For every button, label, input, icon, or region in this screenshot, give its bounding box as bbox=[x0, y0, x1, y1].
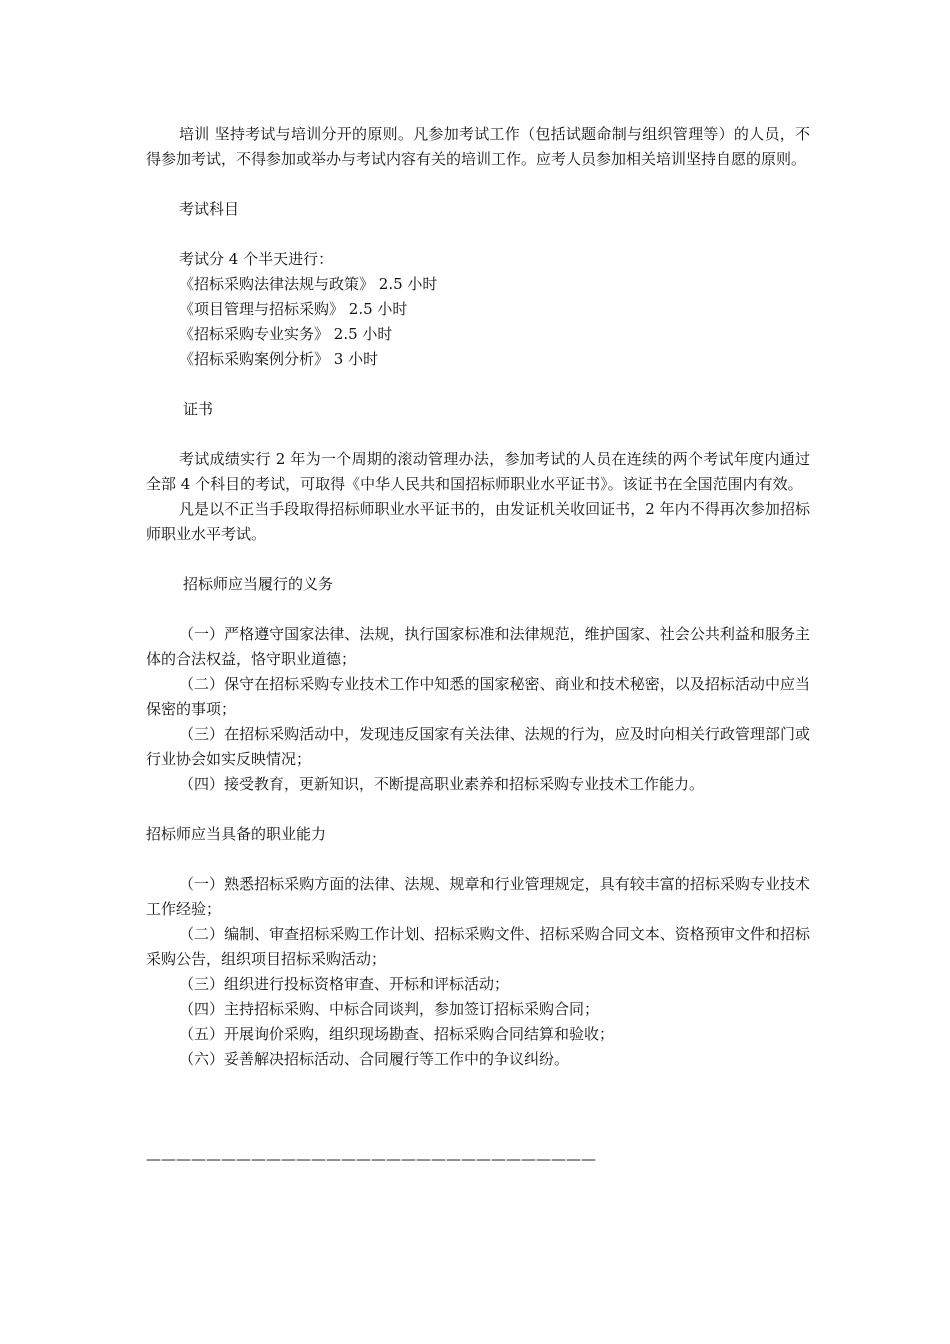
certificate-paragraph: 凡是以不正当手段取得招标师职业水平证书的，由发证机关收回证书，2 年内不得再次参加招标师职业水平考试。 bbox=[146, 500, 810, 543]
abilities-heading: 招标师应当具备的职业能力 bbox=[146, 825, 327, 843]
spacer bbox=[146, 797, 810, 822]
subjects-intro: 考试分 4 个半天进行： bbox=[179, 250, 334, 268]
ability-item: （四）主持招标采购、中标合同谈判，参加签订招标采购合同； bbox=[179, 1000, 600, 1018]
duty-item: （四）接受教育，更新知识，不断提高职业素养和招标采购专业技术工作能力。 bbox=[179, 775, 705, 793]
subject-item: 《招标采购法律法规与政策》 2.5 小时 bbox=[179, 275, 438, 293]
spacer bbox=[146, 847, 810, 872]
ability-item: （六）妥善解决招标活动、合同履行等工作中的争议纠纷。 bbox=[179, 1050, 570, 1068]
duty-item: （二）保守在招标采购专业技术工作中知悉的国家秘密、商业和技术秘密，以及招标活动中应当保密的事项； bbox=[146, 675, 810, 718]
duty-item: （三）在招标采购活动中，发现违反国家有关法律、法规的行为，应及时向相关行政管理部门或行业协会如实反映情况； bbox=[146, 725, 810, 768]
spacer bbox=[146, 597, 810, 622]
spacer bbox=[146, 547, 810, 572]
subjects-heading: 考试科目 bbox=[179, 200, 240, 218]
ability-item: （三）组织进行投标资格审查、开标和评标活动； bbox=[179, 975, 510, 993]
spacer bbox=[146, 222, 810, 247]
subject-item: 《招标采购案例分析》 3 小时 bbox=[179, 350, 379, 368]
spacer bbox=[146, 172, 810, 197]
duties-heading: 招标师应当履行的义务 bbox=[183, 575, 334, 593]
footer-rule: —————————————————————————————— bbox=[146, 1150, 596, 1168]
ability-item: （二）编制、审查招标采购工作计划、招标采购文件、招标采购合同文本、资格预审文件和招标采购公告，组织项目招标采购活动； bbox=[146, 925, 810, 968]
duty-item: （一）严格遵守国家法律、法规，执行国家标准和法律规范，维护国家、社会公共利益和服务主体的合法权益，恪守职业道德； bbox=[146, 625, 810, 668]
subject-item: 《项目管理与招标采购》 2.5 小时 bbox=[179, 300, 408, 318]
certificate-paragraph: 考试成绩实行 2 年为一个周期的滚动管理办法，参加考试的人员在连续的两个考试年度内通过全部 4 个科目的考试，可取得《中华人民共和国招标师职业水平证书》。该证书在全国范围内有效。 bbox=[146, 450, 810, 493]
certificate-heading: 证书 bbox=[183, 400, 214, 418]
spacer bbox=[146, 372, 810, 397]
spacer bbox=[146, 422, 810, 447]
ability-item: （一）熟悉招标采购方面的法律、法规、规章和行业管理规定，具有较丰富的招标采购专业技术工作经验； bbox=[146, 875, 810, 918]
subject-item: 《招标采购专业实务》 2.5 小时 bbox=[179, 325, 393, 343]
document-body bbox=[146, 122, 810, 1072]
training-paragraph: 培训 坚持考试与培训分开的原则。凡参加考试工作（包括试题命制与组织管理等）的人员，不得参加考试，不得参加或举办与考试内容有关的培训工作。应考人员参加相关培训坚持自愿的原则。 bbox=[146, 125, 810, 168]
ability-item: （五）开展询价采购，组织现场勘查、招标采购合同结算和验收； bbox=[179, 1025, 615, 1043]
